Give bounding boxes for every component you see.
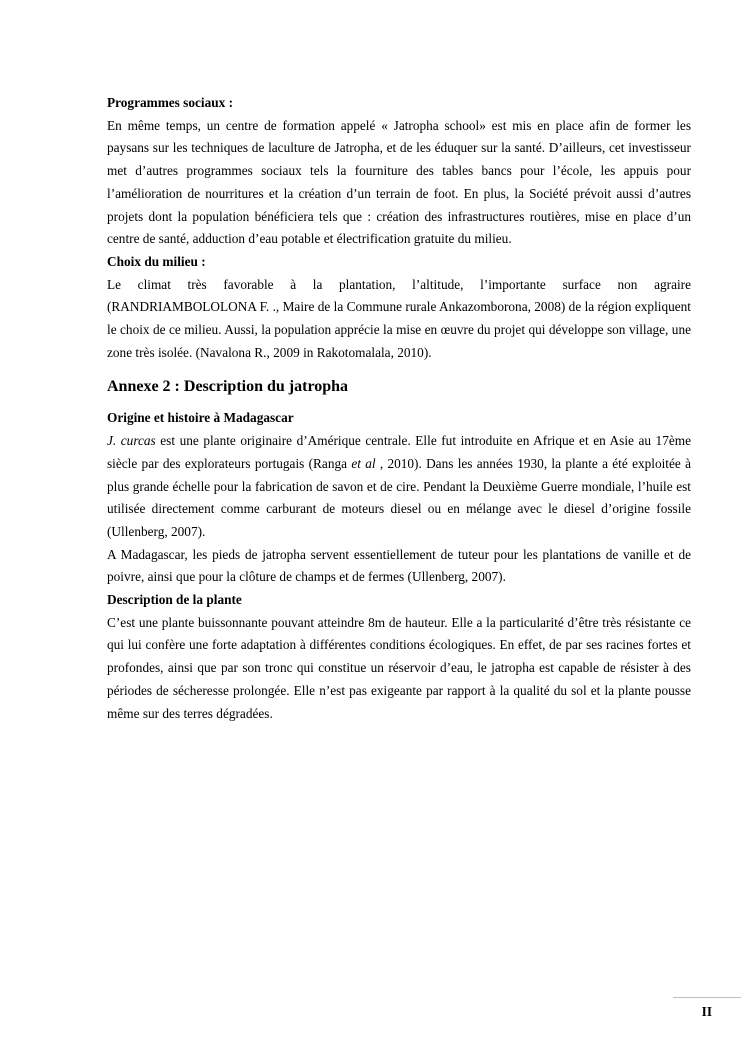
document-body	[107, 92, 691, 725]
origine-p1-part1: est une plante originaire d’Amérique centrale. Elle fut introduite en Afrique et en Asie au 17ème siècle par des explorateurs portugais (Ranga	[107, 433, 691, 471]
programmes-sociaux-paragraph: En même temps, un centre de formation appelé « Jatropha school» est mis en place afin de former les paysans sur les techniques de laculture de Jatropha, et de les éduquer sur la santé. D’ailleurs, cet investisseur met d’autres programmes sociaux tels la fourniture des tables bancs pour l’école, les appuis pour l’amélioration de nourritures et la création d’un terrain de foot. En plus, la Société prévoit aussi d’autres projets dont la population bénéficiera tels que : création des infrastructures routières, mise en place d’un centre de santé, adduction d’eau potable et électrification gratuite du milieu.	[107, 117, 691, 247]
origine-p1-part2: , 2010). Dans les années 1930, la plante a été exploitée à plus grande échelle pour la fabrication de savon et de cire. Pendant la Deuxième Guerre mondiale, l’huile est utilisée directement comme carburant de moteurs diesel ou en mélange avec le diesel d’origine fossile (Ullenberg, 2007).	[107, 455, 691, 539]
origine-paragraph-1	[107, 430, 691, 544]
choix-milieu-paragraph: Le climat très favorable à la plantation, l’altitude, l’importante surface non agraire (RANDRIAMBOLOLONA F. ., Maire de la Commune rurale Ankazomborona, 2008) de la région expliquent le choix de ce milieu. Aussi, la population apprécie la mise en œuvre du projet qui développe son village, une zone très isolée. (Navalona R., 2009 in Rakotomalala, 2010).	[107, 276, 691, 360]
programmes-sociaux-heading: Programmes sociaux :	[107, 95, 234, 110]
page-number: II	[701, 1004, 712, 1019]
et-al: et al	[351, 455, 376, 471]
origine-paragraph-2: A Madagascar, les pieds de jatropha servent essentiellement de tuteur pour les plantations de vanille et de poivre, ainsi que pour la clôture de champs et de fermes (Ullenberg, 2007).	[107, 546, 691, 585]
choix-milieu-heading: Choix du milieu :	[107, 253, 206, 269]
annexe-title: Annexe 2 : Description du jatropha	[107, 378, 349, 396]
species-name: J. curcas	[107, 433, 156, 449]
footer-divider	[673, 997, 741, 998]
description-plante-heading: Description de la plante	[107, 592, 242, 608]
description-plante-paragraph: C’est une plante buissonnante pouvant atteindre 8m de hauteur. Elle a la particularité d’être très résistante ce qui lui confère une forte adaptation à différentes conditions écologiques. En effet, de par ses racines fortes et profondes, ainsi que par son tronc qui constitue un réservoir d’eau, le jatropha est capable de résister à des périodes de sécheresse prolongée. Elle n’est pas exigeante par rapport à la qualité du sol et la plante pousse même sur des terres dégradées.	[107, 614, 691, 721]
origine-heading: Origine et histoire à Madagascar	[107, 410, 294, 426]
